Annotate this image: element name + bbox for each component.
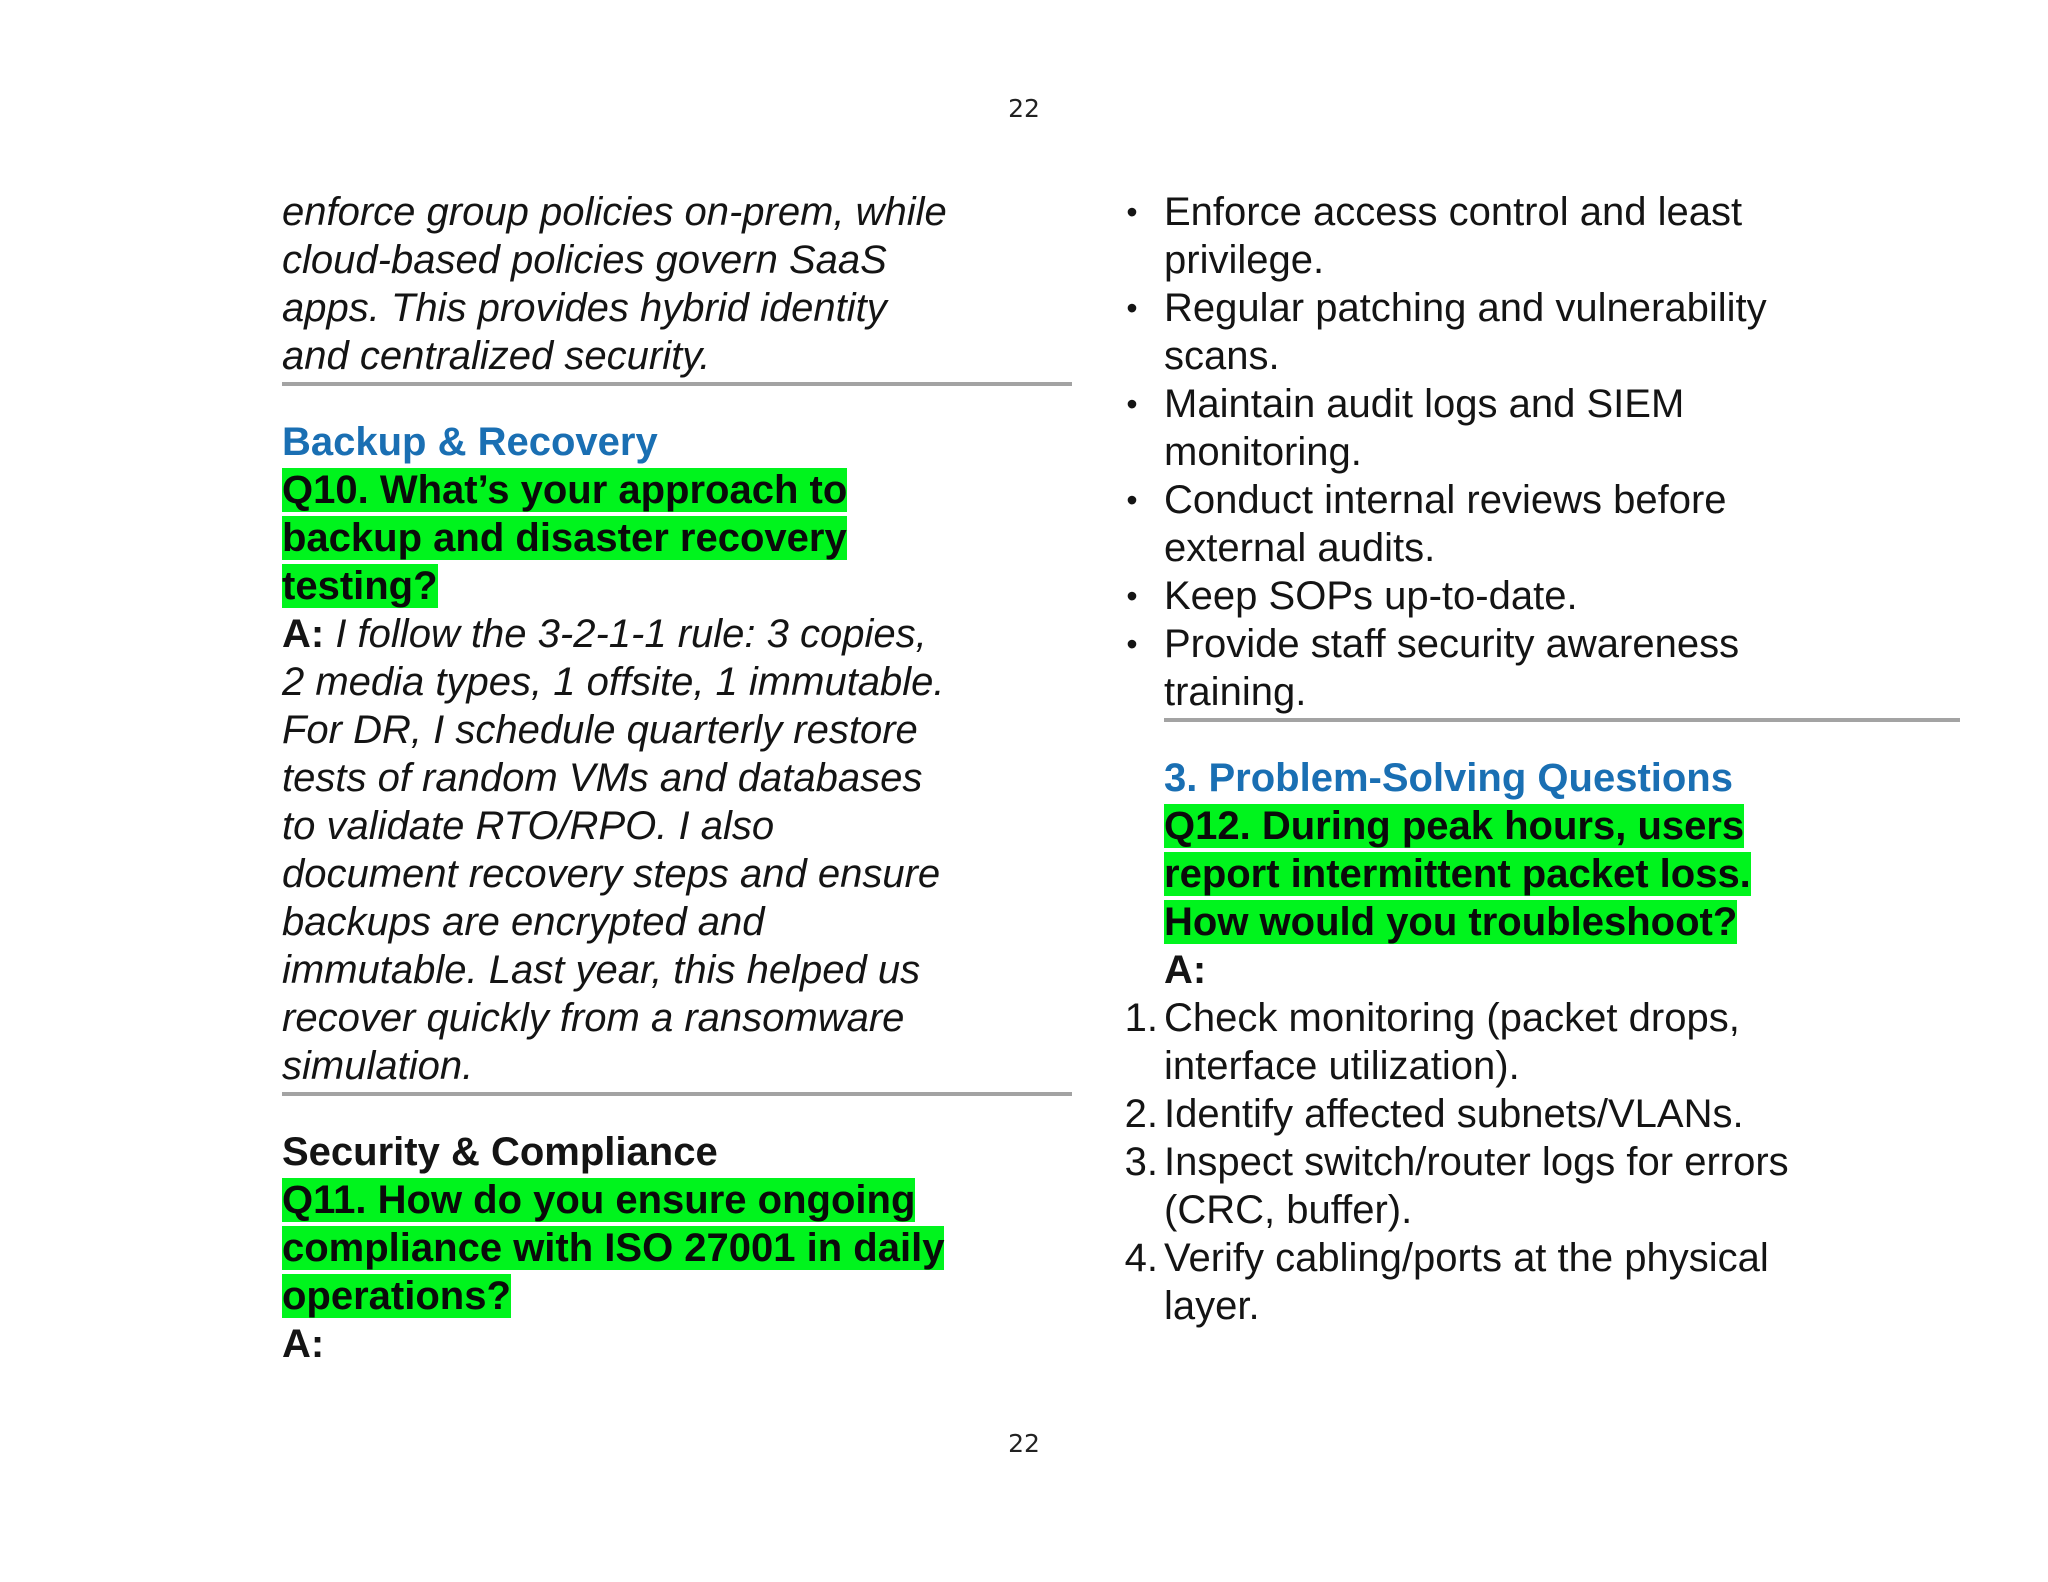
question-line: How would you troubleshoot? xyxy=(1164,900,1738,944)
list-item-text: Check monitoring (packet drops, xyxy=(1164,996,1740,1040)
answer-line: simulation. xyxy=(282,1044,474,1088)
question-line: compliance with ISO 27001 in daily xyxy=(282,1226,945,1270)
answer-line: 2 media types, 1 offsite, 1 immutable. xyxy=(282,660,945,704)
intro-line: and centralized security. xyxy=(282,334,711,378)
answer-q10 xyxy=(282,610,1072,1090)
question-q10 xyxy=(282,466,1072,610)
intro-line: cloud-based policies govern SaaS xyxy=(282,238,887,282)
answer-line: recover quickly from a ransomware xyxy=(282,996,905,1040)
section-divider xyxy=(282,1092,1072,1096)
list-item-text: external audits. xyxy=(1164,526,1436,570)
answer-line: to validate RTO/RPO. I also xyxy=(282,804,775,848)
section-divider xyxy=(1164,718,1960,722)
question-q12 xyxy=(1164,802,1962,946)
page-number-bottom: 22 xyxy=(1008,1429,1040,1458)
question-line: backup and disaster recovery xyxy=(282,516,847,560)
bullet-icon: • xyxy=(1126,482,1138,518)
list-item xyxy=(1126,380,1962,476)
bullet-icon: • xyxy=(1126,626,1138,662)
list-item-text: Inspect switch/router logs for errors xyxy=(1164,1140,1789,1184)
step-number: 4. xyxy=(1124,1236,1158,1280)
intro-line: apps. This provides hybrid identity xyxy=(282,286,887,330)
list-item-text: (CRC, buffer). xyxy=(1164,1188,1413,1232)
troubleshoot-steps-list xyxy=(1117,994,1962,1330)
list-item-text: Conduct internal reviews before xyxy=(1164,478,1727,522)
list-item xyxy=(1124,994,1962,1090)
list-item xyxy=(1126,572,1962,620)
step-number: 3. xyxy=(1124,1140,1158,1184)
answer-label: A: xyxy=(282,1322,325,1366)
question-q11 xyxy=(282,1176,1072,1320)
answer-label: A: xyxy=(1164,948,1207,992)
list-item-text: Keep SOPs up-to-date. xyxy=(1164,574,1578,618)
list-item xyxy=(1126,188,1962,284)
question-line: report intermittent packet loss. xyxy=(1164,852,1751,896)
list-item-text: Regular patching and vulnerability xyxy=(1164,286,1767,330)
intro-paragraph xyxy=(282,188,1072,380)
answer-label: A: xyxy=(282,612,325,656)
list-item xyxy=(1124,1138,1962,1234)
compliance-bullet-list xyxy=(1117,188,1962,716)
security-compliance-heading: Security & Compliance xyxy=(282,1130,718,1174)
list-item-text: layer. xyxy=(1164,1284,1260,1328)
list-item xyxy=(1124,1234,1962,1330)
bullet-icon: • xyxy=(1126,290,1138,326)
bullet-icon: • xyxy=(1126,578,1138,614)
question-line: operations? xyxy=(282,1274,511,1318)
intro-line: enforce group policies on-prem, while xyxy=(282,190,947,234)
answer-line: I follow the 3-2-1-1 rule: 3 copies, xyxy=(324,612,927,656)
answer-line: immutable. Last year, this helped us xyxy=(282,948,921,992)
bullet-icon: • xyxy=(1126,194,1138,230)
list-item-text: training. xyxy=(1164,670,1307,714)
section-divider xyxy=(282,382,1072,386)
list-item-text: Identify affected subnets/VLANs. xyxy=(1164,1092,1744,1136)
bullet-icon: • xyxy=(1126,386,1138,422)
answer-line: For DR, I schedule quarterly restore xyxy=(282,708,918,752)
answer-line: tests of random VMs and databases xyxy=(282,756,923,800)
answer-line: backups are encrypted and xyxy=(282,900,765,944)
list-item-text: Enforce access control and least xyxy=(1164,190,1743,234)
step-number: 1. xyxy=(1124,996,1158,1040)
list-item-text: Verify cabling/ports at the physical xyxy=(1164,1236,1769,1280)
backup-recovery-heading: Backup & Recovery xyxy=(282,420,658,464)
list-item-text: Provide staff security awareness xyxy=(1164,622,1740,666)
right-column xyxy=(1117,188,1962,1330)
list-item-text: privilege. xyxy=(1164,238,1325,282)
list-item xyxy=(1126,620,1962,716)
question-line: Q11. How do you ensure ongoing xyxy=(282,1178,916,1222)
question-line: Q12. During peak hours, users xyxy=(1164,804,1745,848)
list-item-text: Maintain audit logs and SIEM xyxy=(1164,382,1685,426)
page-number-top: 22 xyxy=(1008,94,1040,123)
list-item-text: monitoring. xyxy=(1164,430,1362,474)
question-line: testing? xyxy=(282,564,438,608)
list-item-text: scans. xyxy=(1164,334,1280,378)
answer-line: document recovery steps and ensure xyxy=(282,852,941,896)
step-number: 2. xyxy=(1124,1092,1158,1136)
list-item xyxy=(1124,1090,1962,1138)
problem-solving-heading: 3. Problem-Solving Questions xyxy=(1164,756,1733,800)
list-item-text: interface utilization). xyxy=(1164,1044,1520,1088)
list-item xyxy=(1126,284,1962,380)
list-item xyxy=(1126,476,1962,572)
question-line: Q10. What’s your approach to xyxy=(282,468,848,512)
left-column xyxy=(282,188,1072,1368)
